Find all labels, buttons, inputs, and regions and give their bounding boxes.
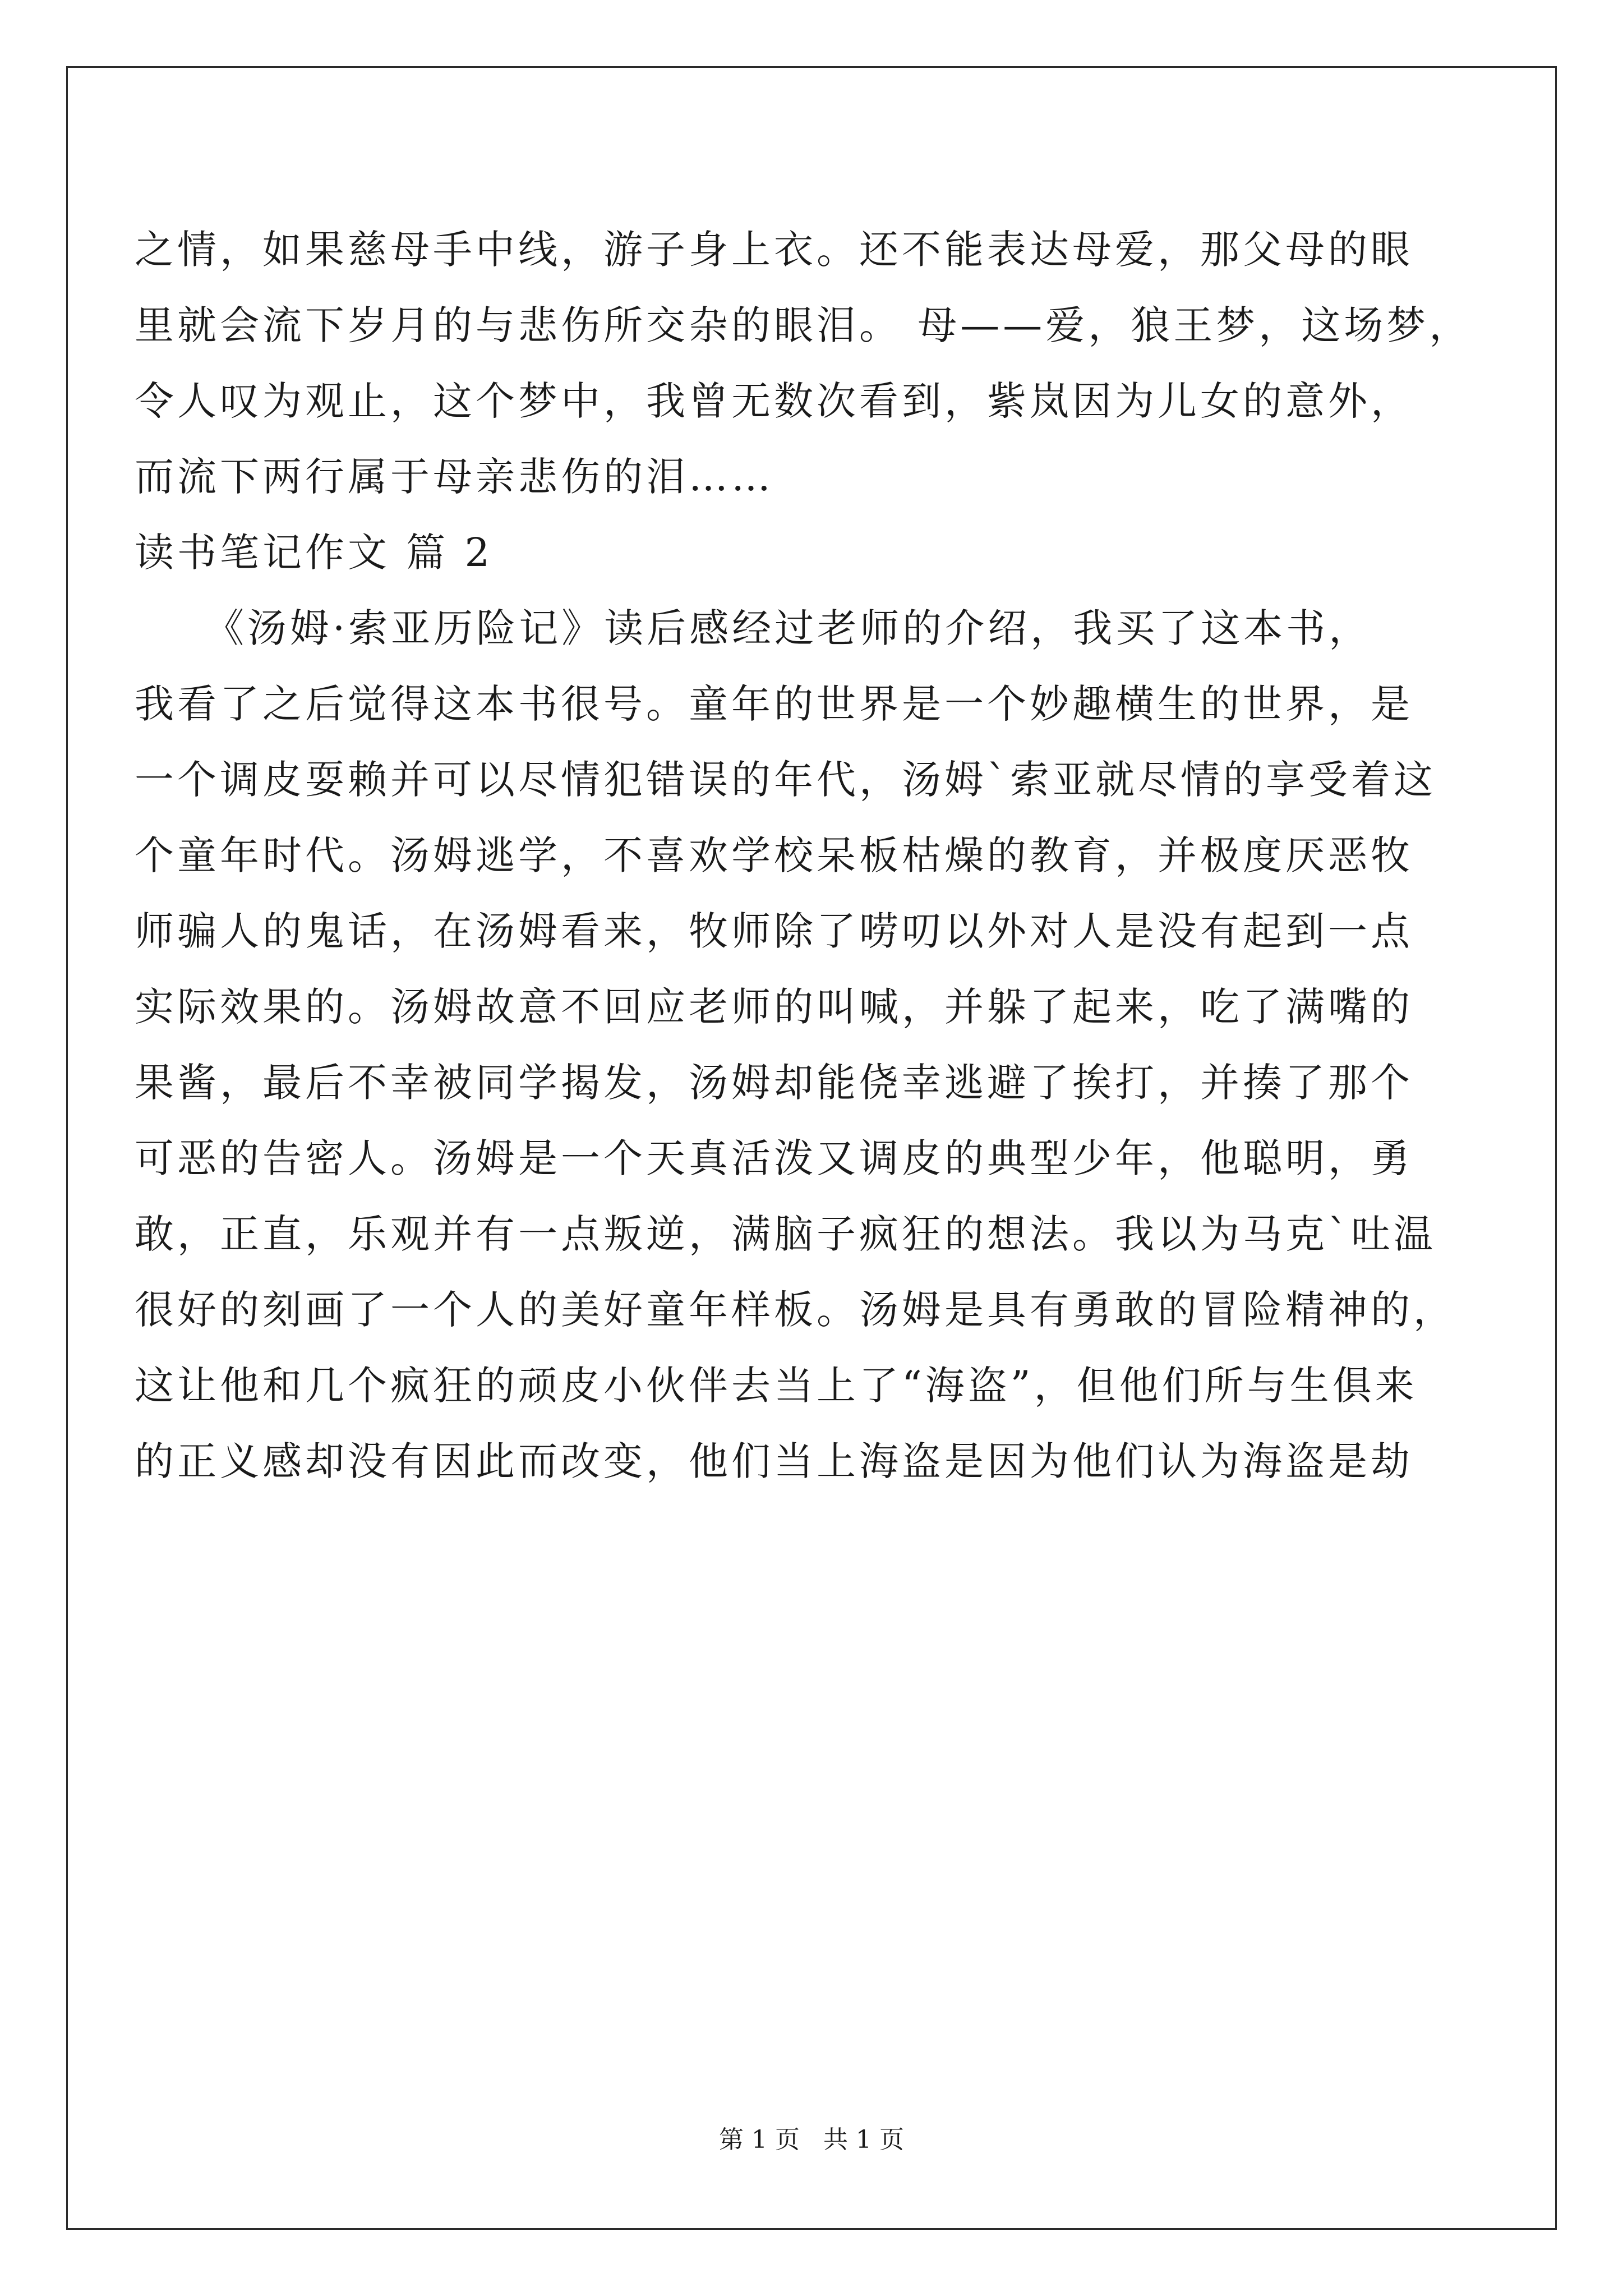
body-line: 个童年时代。汤姆逃学，不喜欢学校呆板枯燥的教育，并极度厌恶牧 [135,832,1413,878]
body-line: 令人叹为观止，这个梦中，我曾无数次看到，紫岚因为儿女的意外， [135,378,1413,424]
body-line: 之情，如果慈母手中线，游子身上衣。还不能表达母爱，那父母的眼 [135,227,1413,273]
section-heading: 读书笔记作文 篇 2 [135,530,494,576]
body-line: 敢，正直，乐观并有一点叛逆，满脑子疯狂的想法。我以为马克`吐温 [135,1211,1436,1257]
body-line: 而流下两行属于母亲悲伤的泪…… [135,454,774,500]
body-line: 果酱，最后不幸被同学揭发，汤姆却能侥幸逃避了挨打，并揍了那个 [135,1060,1413,1106]
body-line: 很好的刻画了一个人的美好童年样板。汤姆是具有勇敢的冒险精神的， [135,1287,1456,1333]
body-line: 里就会流下岁月的与悲伤所交杂的眼泪。 母——爱，狼王梦，这场梦， [135,302,1472,348]
body-line: 一个调皮耍赖并可以尽情犯错误的年代，汤姆`索亚就尽情的享受着这 [135,757,1436,803]
body-line: 的正义感却没有因此而改变，他们当上海盗是因为他们认为海盗是劫 [135,1438,1413,1484]
page-footer: 第 1 页 共 1 页 [719,2125,904,2154]
body-line: 师骗人的鬼话，在汤姆看来，牧师除了唠叨以外对人是没有起到一点 [135,908,1413,954]
body-line: 实际效果的。汤姆故意不回应老师的叫喊，并躲了起来，吃了满嘴的 [135,984,1413,1030]
body-line: 这让他和几个疯狂的顽皮小伙伴去当上了“海盗”，但他们所与生俱来 [135,1363,1418,1409]
body-line: 《汤姆·索亚历险记》读后感经过老师的介绍，我买了这本书， [205,605,1372,651]
body-line: 可恶的告密人。汤姆是一个天真活泼又调皮的典型少年，他聪明，勇 [135,1135,1413,1181]
body-line: 我看了之后觉得这本书很号。童年的世界是一个妙趣横生的世界，是 [135,681,1413,727]
